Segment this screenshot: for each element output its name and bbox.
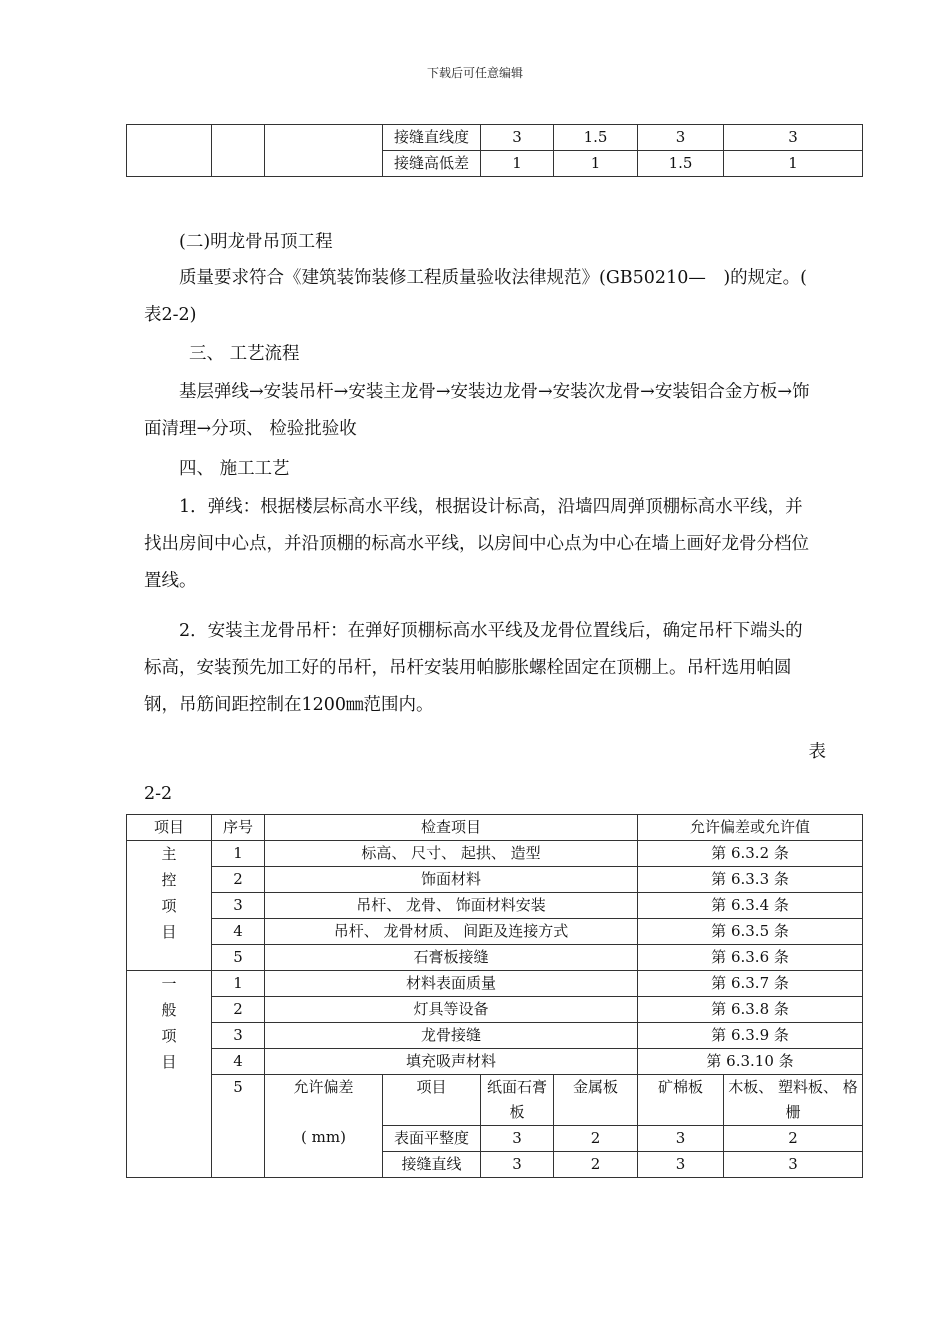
table-cell: 3 [724, 125, 863, 151]
table-row [127, 125, 863, 151]
table-cell: 3 [638, 125, 724, 151]
table-row: 5 石膏板接缝 第 6.3.6 条 [127, 945, 863, 971]
table-cell: 1.5 [554, 125, 638, 151]
table-row: 4 吊杆、 龙骨材质、 间距及连接方式 第 6.3.5 条 [127, 919, 863, 945]
section-2-body: 质量要求符合《建筑装饰装修工程质量验收法律规范》(GB50210— )的规定。( 表2-2) [144, 268, 807, 325]
step-1: 1．弹线：根据楼层标高水平线，根据设计标高，沿墙四周弹顶棚标高水平线，并找出房间中心点，并沿顶棚的标高水平线，以房间中心点为中心在墙上画好龙骨分档位置线。 [144, 497, 809, 591]
table-cell: 1 [554, 151, 638, 177]
table-caption-part2: 2-2 [144, 784, 173, 804]
table-row: 3 吊杆、 龙骨、 饰面材料安装 第 6.3.4 条 [127, 893, 863, 919]
table-row: 2 灯具等设备 第 6.3.8 条 [127, 997, 863, 1023]
main-category: 主 控 项 目 [127, 841, 212, 971]
section-2-title: (二)明龙骨吊顶工程 [179, 232, 333, 252]
table-cell: 1 [481, 151, 554, 177]
table-cell: 接缝直线度 [383, 125, 481, 151]
table-row: 3 龙骨接缝 第 6.3.9 条 [127, 1023, 863, 1049]
tolerance-label: 允许偏差 ( mm) [265, 1075, 383, 1178]
table-row: 2 饰面材料 第 6.3.3 条 [127, 867, 863, 893]
step-2: 2．安装主龙骨吊杆：在弹好顶棚标高水平线及龙骨位置线后，确定吊杆下端头的标高，安装预先加工好的吊杆，吊杆安装用帕膨胀螺栓固定在顶棚上。吊杆选用帕圆钢，吊筋间距控制在1200㎜范围内。 [144, 621, 803, 715]
section-3-title: 三、 工艺流程 [189, 344, 300, 364]
header-seq: 序号 [212, 815, 265, 841]
inspection-table [126, 814, 863, 1178]
general-category: 一 般 项 目 [127, 971, 212, 1178]
tolerance-table-continued [126, 124, 863, 177]
table-cell: 接缝高低差 [383, 151, 481, 177]
table-row: 5 允许偏差 ( mm) 项目 纸面石膏板 金属板 矿棉板 木板、 塑料板、 格栅 [127, 1075, 863, 1126]
page-header: 下载后可任意编辑 [426, 66, 523, 80]
table-cell: 1 [724, 151, 863, 177]
table-row: 主 控 项 目 1 标高、 尺寸、 起拱、 造型 第 6.3.2 条 [127, 841, 863, 867]
table-row: 一 般 项 目 1 材料表面质量 第 6.3.7 条 [127, 971, 863, 997]
table-row: 接缝直线 3 2 3 3 [127, 1152, 863, 1178]
table-row: 表面平整度 3 2 3 2 [127, 1126, 863, 1152]
header-category: 项目 [127, 815, 212, 841]
table-header-row [127, 815, 863, 841]
header-allow: 允许偏差或允许值 [638, 815, 863, 841]
section-4-title: 四、 施工工艺 [179, 459, 290, 479]
table-caption-part1: 表 [808, 742, 826, 762]
table-cell: 1.5 [638, 151, 724, 177]
section-3-body: 基层弹线→安装吊杆→安装主龙骨→安装边龙骨→安装次龙骨→安装铝合金方板→饰面清理→分项、 检验批验收 [144, 382, 810, 439]
header-check: 检查项目 [265, 815, 638, 841]
table-row: 4 填充吸声材料 第 6.3.10 条 [127, 1049, 863, 1075]
table-cell: 3 [481, 125, 554, 151]
